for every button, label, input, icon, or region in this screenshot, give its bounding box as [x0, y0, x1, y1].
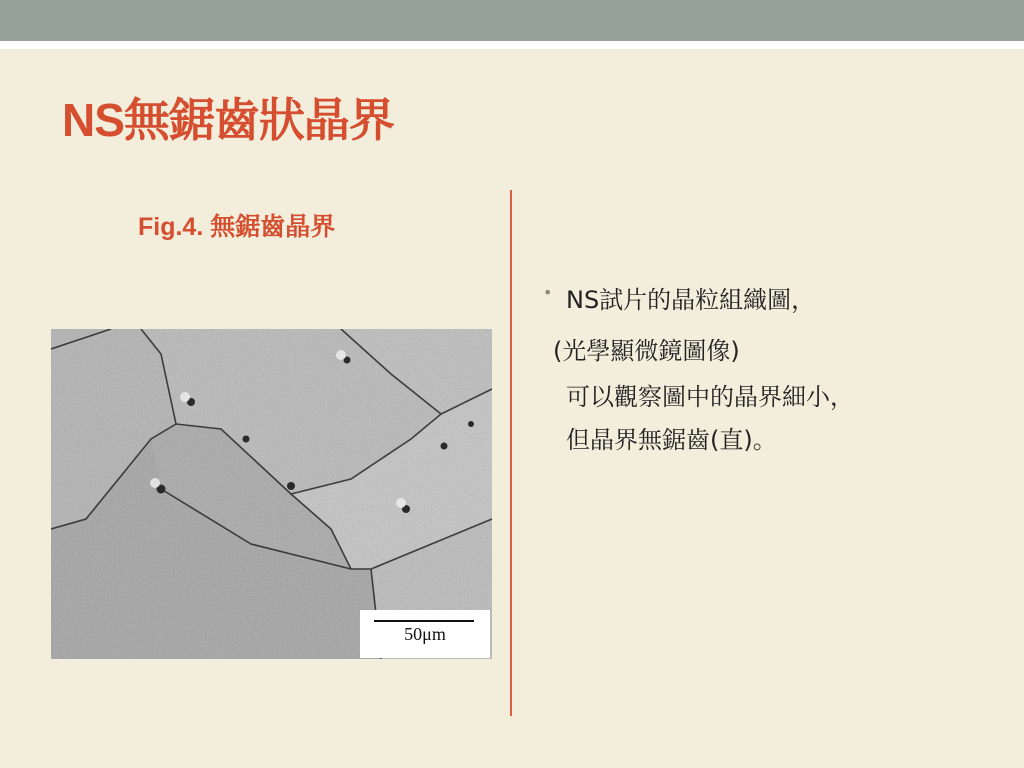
top-separator [0, 41, 1024, 49]
scale-bar [360, 610, 490, 658]
bullet-line-4: 但晶界無鋸齒(直)。 [566, 426, 777, 454]
figure-caption: Fig.4. 無鋸齒晶界 [138, 213, 336, 241]
bullet-line-2: (光學顯微鏡圖像) [553, 337, 740, 365]
slide-title: NS無鋸齒狀晶界 [62, 94, 394, 146]
scale-bar-line [374, 620, 474, 622]
scale-bar-label: 50μm [404, 624, 446, 644]
bullet-line-1: NS試片的晶粒組織圖， [566, 286, 816, 314]
top-band [0, 0, 1024, 41]
bullet-dot-icon: • [543, 283, 553, 302]
vertical-divider [510, 190, 512, 716]
bullet-line-3: 可以觀察圖中的晶界細小， [566, 383, 854, 411]
